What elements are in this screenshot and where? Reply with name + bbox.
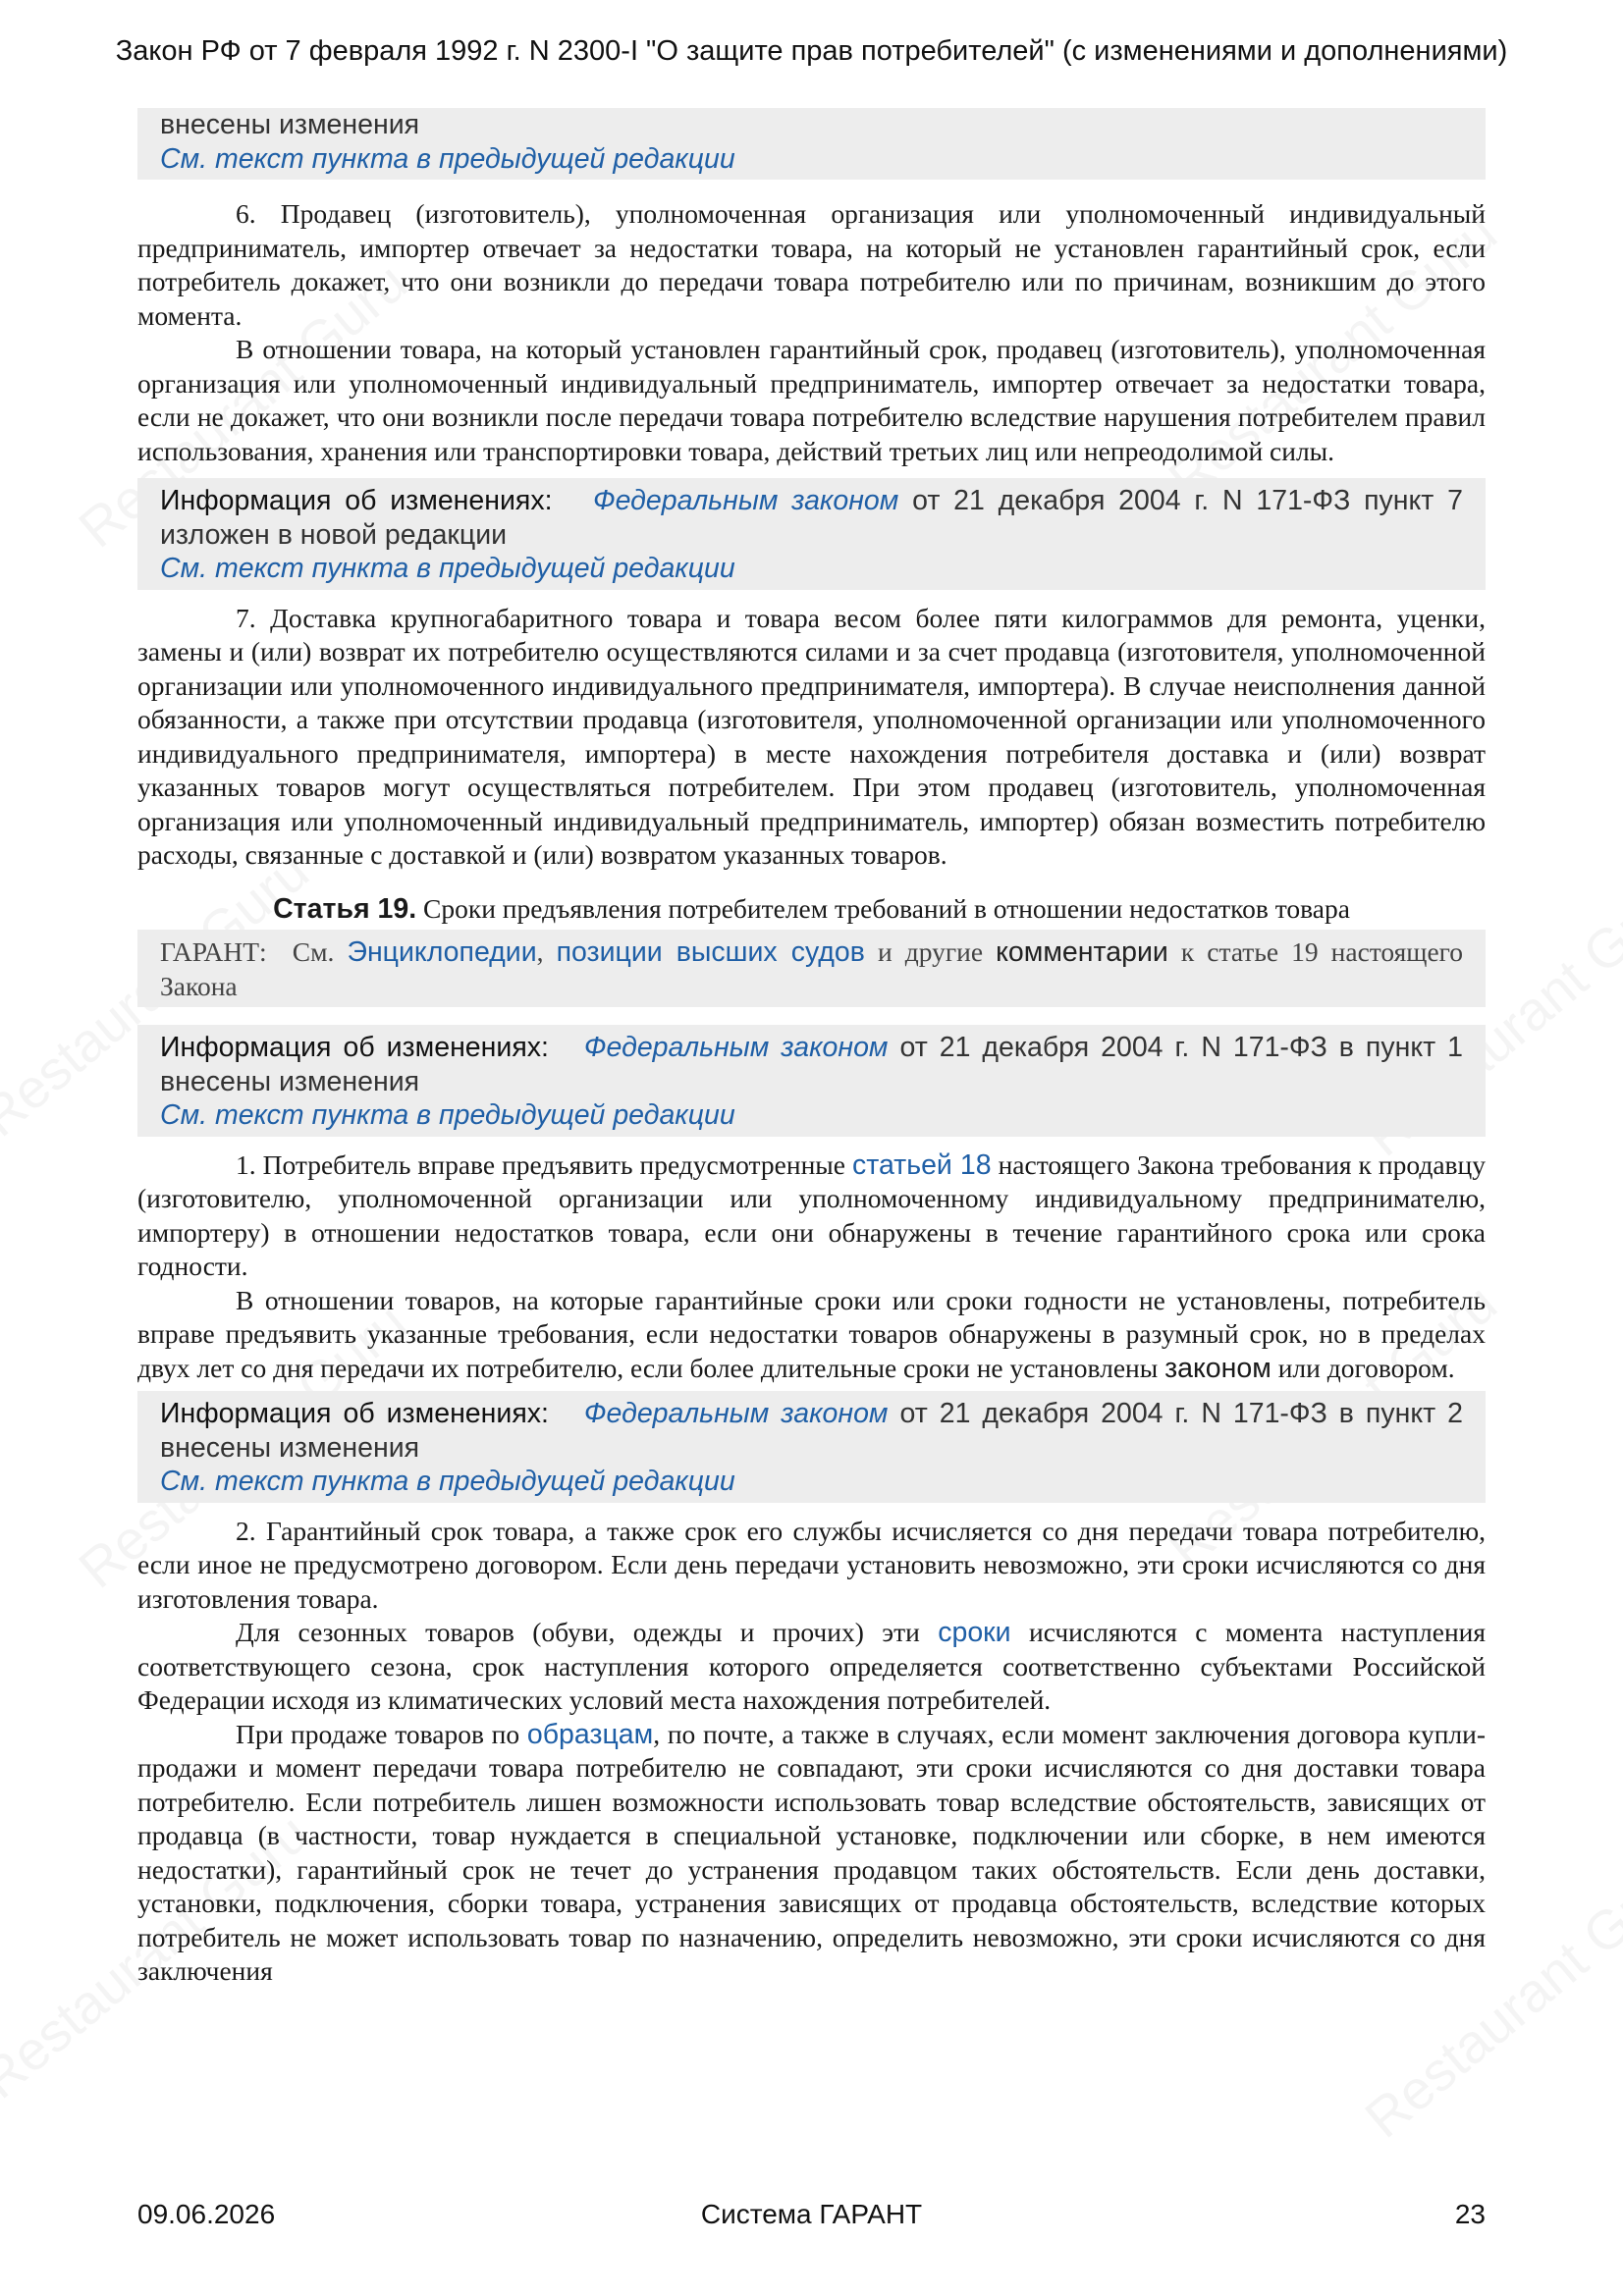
prev-edition-link[interactable]: См. текст пункта в предыдущей редакции <box>160 142 735 175</box>
paragraph-text: 1. Потребитель вправе предъявить предусмотренные <box>236 1148 845 1180</box>
change-info-label: Информация об изменениях: <box>160 485 553 516</box>
paragraph-text: настоящего Закона требования к продавцу (изготовителю, уполномоченной организации или уполномоченному индивидуальному предпринимателю, импортеру) в отношении недостатков товара, если они обнаружены в течение гарантийного срока или срока годности. <box>137 1148 1486 1281</box>
federal-law-link[interactable]: Федеральным законом <box>583 1032 889 1063</box>
paragraph-text: или договором. <box>1277 1352 1455 1383</box>
paragraph-7: 7. Доставка крупногабаритного товара и товара весом более пяти килограммов для ремонта, уценки, замены и (или) возврат их потребителю осуществляются силами и за счет продавца (изготовителя, уполномоченной организации или уполномоченного индивидуального предпринимателя, импортера). В случае неисполнения данной обязанности, а также при отсутствии продавца (изготовителя, уполномоченной организации или уполномоченного индивидуального предпринимателя, импортера) в месте нахождения потребителя доставка и (или) возврат указанных товаров могут осуществляться потребителем. При этом продавец (изготовитель, уполномоченная организация или уполномоченный индивидуальный предприниматель, импортер) обязан возместить потребителю расходы, связанные с доставкой и (или) возвратом указанных товаров. <box>137 602 1486 870</box>
garant-comma: , <box>536 936 544 967</box>
paragraph-text: исчисляются с момента наступления соответствующего сезона, срок наступления которого определяется соответственно субъектами Российской Федерации исходя из климатических условий места нахождения потребителей. <box>137 1617 1487 1715</box>
footer-date: 09.06.2026 <box>137 2199 276 2229</box>
change-info-block <box>137 1025 1486 1137</box>
prev-edition-link[interactable]: См. текст пункта в предыдущей редакции <box>160 1099 735 1131</box>
change-info-label: Информация об изменениях: <box>160 1398 549 1429</box>
article-18-link[interactable]: статьей 18 <box>851 1148 992 1181</box>
article-title: Сроки предъявления потребителем требований в отношении недостатков товара <box>423 892 1350 924</box>
paragraph-19-2: 2. Гарантийный срок товара, а также срок его службы исчисляется со дня передачи товара потребителю, если иное не предусмотрено договором. Если день передачи установить невозможно, эти сроки исчисляются со дня изготовления товара. <box>137 1515 1486 1614</box>
paragraph-19-1-part2 <box>137 1284 1486 1386</box>
footer-system: Система ГАРАНТ <box>700 2199 923 2229</box>
change-info-text: от 21 декабря 2004 г. N 171-ФЗ в пункт 2 внесены изменения <box>160 1398 1464 1464</box>
paragraph-text: При продаже товаров по <box>236 1718 520 1749</box>
samples-link[interactable]: образцам <box>526 1718 654 1750</box>
federal-law-link[interactable]: Федеральным законом <box>583 1398 889 1429</box>
higher-courts-link[interactable]: позиции высших судов <box>556 936 865 968</box>
paragraph-text: В отношении товаров, на которые гарантийные сроки или сроки годности не установлены, потребитель вправе предъявить указанные требования, если недостатки товаров обнаружены в разумный срок, но в пределах двух лет со дня передачи их потребителю, если более длительные сроки не установлены <box>137 1284 1486 1383</box>
garant-see: См. <box>292 936 335 967</box>
garant-tail: к статье 19 настоящего Закона <box>160 936 1464 1001</box>
paragraph-text: , по почте, а также в случаях, если момент заключения договора купли-продажи и момент передачи товара потребителю не совпадают, эти сроки исчисляются со дня доставки товара потребителю. Если потребитель лишен возможности использовать товар вследствие обстоятельств, зависящих от продавца (в частности, товар нуждается в специальной установке, подключении или сборке, в нем имеются недостатки), гарантийный срок не течет до устранения продавцом таких обстоятельств. Если день доставки, установки, подключения, сборки товара, устранения зависящих от продавца обстоятельств, вследствие которых потребитель не может использовать товар по назначению, определить невозможно, эти сроки исчисляются со дня заключения <box>137 1718 1487 1986</box>
article-19-heading <box>137 892 1486 927</box>
paragraph-text: Для сезонных товаров (обуви, одежды и прочих) эти <box>236 1617 920 1647</box>
paragraph-19-2-samples <box>137 1718 1486 1989</box>
change-info-label: Информация об изменениях: <box>160 1032 549 1063</box>
garant-note <box>137 930 1486 1007</box>
garant-and-other: и другие <box>877 936 984 967</box>
terms-link[interactable]: сроки <box>938 1617 1011 1648</box>
prev-edition-link[interactable]: См. текст пункта в предыдущей редакции <box>160 1466 735 1497</box>
document-body <box>137 108 1486 1989</box>
paragraph-6-part2: В отношении товара, на который установлен гарантийный срок, продавец (изготовитель), уполномоченная организация или уполномоченный индивидуальный предприниматель, импортер отвечает за недостатки товара, если не докажет, что они возникли после передачи товара потребителю вследствие нарушения потребителем правил использования, хранения или транспортировки товара, действий третьих лиц или непреодолимой силы. <box>137 334 1486 466</box>
paragraph-19-1 <box>137 1148 1486 1284</box>
article-label: Статья 19. <box>273 892 417 925</box>
encyclopedia-link[interactable]: Энциклопедии <box>347 936 537 968</box>
paragraph-19-2-seasonal <box>137 1616 1486 1718</box>
law-link[interactable]: законом <box>1164 1352 1271 1384</box>
change-info-block <box>137 478 1486 590</box>
change-info-text: от 21 декабря 2004 г. N 171-ФЗ в пункт 1 внесены изменения <box>160 1032 1464 1097</box>
page-header: Закон РФ от 7 февраля 1992 г. N 2300-I "О защите прав потребителей" (с изменениями и дополнениями) <box>115 35 1508 67</box>
garant-label: ГАРАНТ: <box>160 936 267 967</box>
comments-link[interactable]: комментарии <box>996 936 1168 968</box>
change-info-text: от 21 декабря 2004 г. N 171-ФЗ пункт 7 изложен в новой редакции <box>160 485 1463 551</box>
page-number: 23 <box>1454 2199 1486 2229</box>
prev-edition-link[interactable]: См. текст пункта в предыдущей редакции <box>160 553 735 584</box>
federal-law-link[interactable]: Федеральным законом <box>592 485 899 516</box>
change-info-tail: внесены изменения <box>160 109 420 140</box>
paragraph-6: 6. Продавец (изготовитель), уполномоченная организация или уполномоченный индивидуальный предприниматель, импортер отвечает за недостатки товара, на который не установлен гарантийный срок, если потребитель докажет, что они возникли до передачи товара потребителю или по причинам, возникшим до этого момента. <box>137 198 1486 331</box>
change-info-block <box>137 1391 1486 1503</box>
change-info-block <box>137 108 1486 180</box>
